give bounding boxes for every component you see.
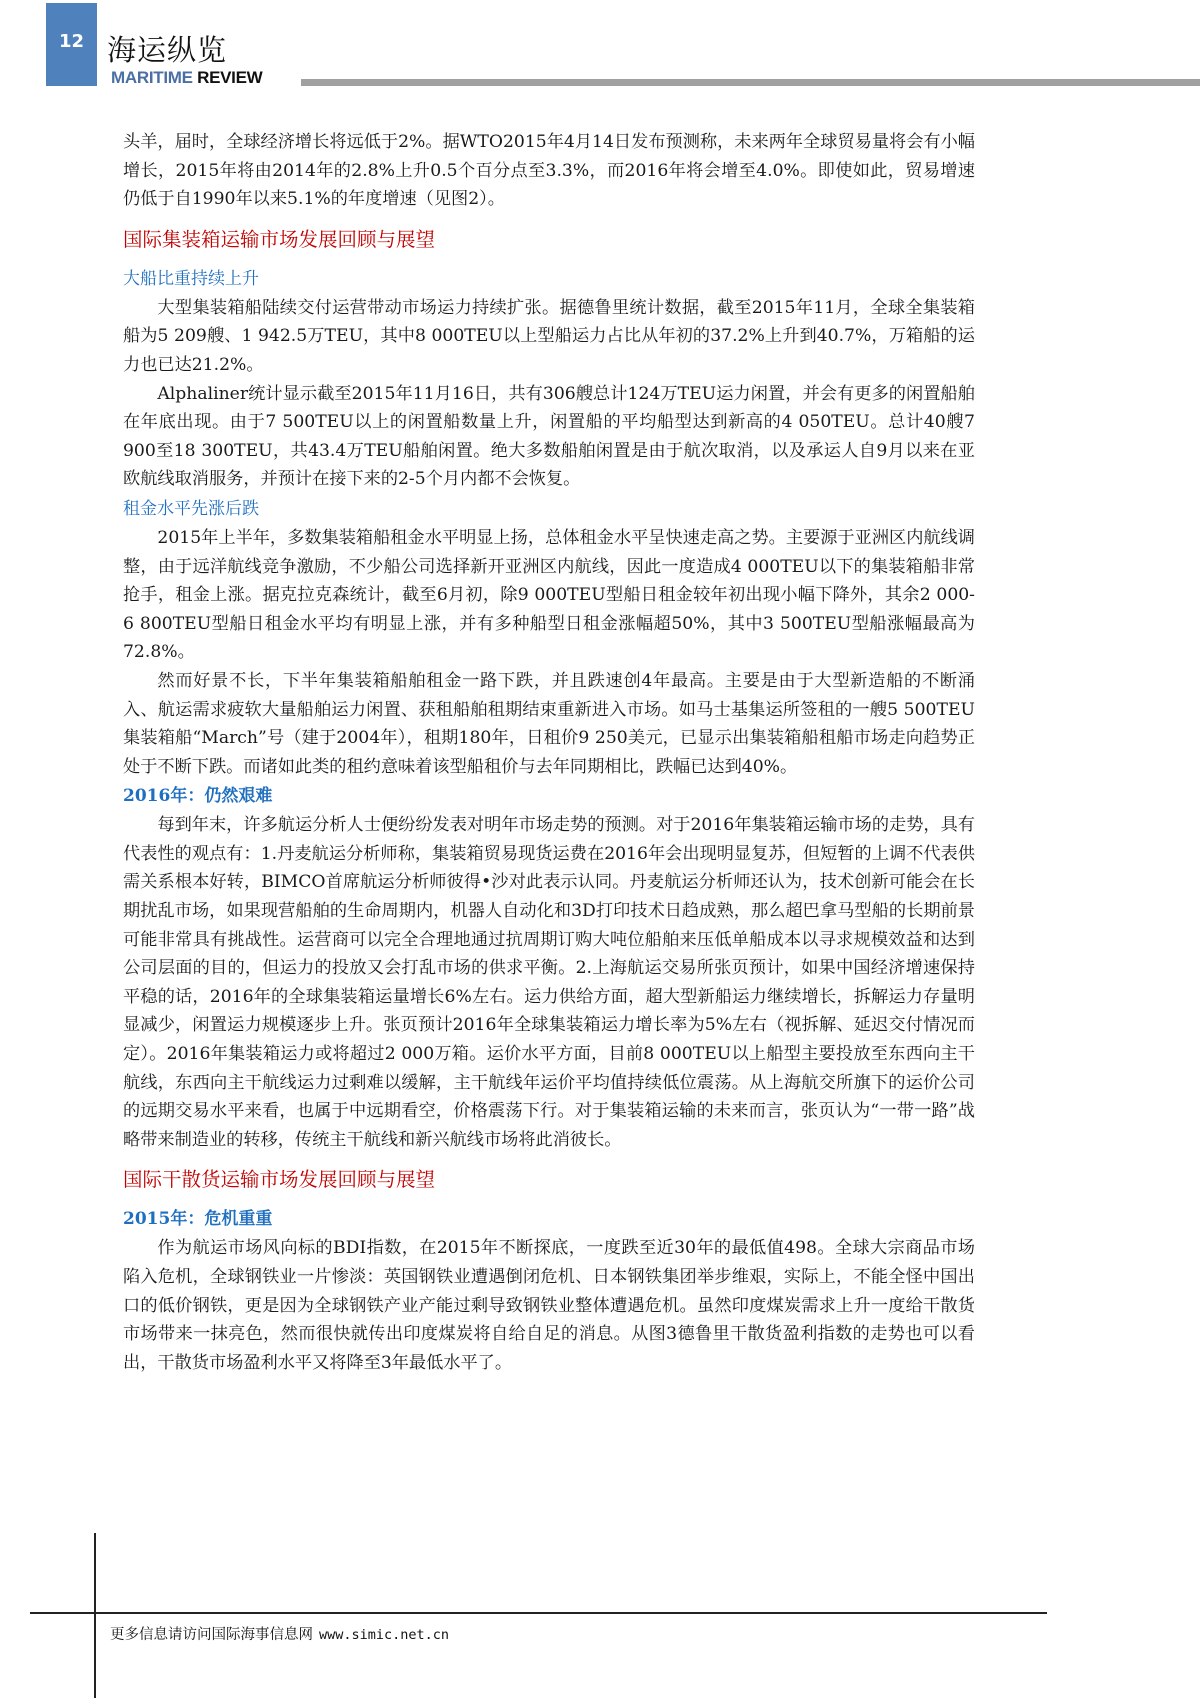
footer-text: 更多信息请访问国际海事信息网 bbox=[110, 1627, 313, 1643]
paragraph: 大型集装箱船陆续交付运营带动市场运力持续扩张。据德鲁里统计数据，截至2015年11月，全球全集装箱船为5 209艘、1 942.5万TEU，其中8 000TEU以上型船运力占比从年初的37.2%上升到40.7%，万箱船的运力也已达21.2%。 bbox=[123, 297, 975, 375]
paragraph: 2015年上半年，多数集装箱船租金水平明显上扬，总体租金水平呈快速走高之势。主要源于亚洲区内航线调整，由于远洋航线竞争激励，不少船公司选择新开亚洲区内航线，因此一度造成4 000TEU以下的集装箱船非常抢手，租金上涨。据克拉克森统计，截至6月初，除9 000TEU型船日租金较年初出现小幅下降外，其余2 000-6 800TEU型船日租金水平均有明显上涨，并有多种船型日租金涨幅超50%，其中3 500TEU型船涨幅最高为72.8%。 bbox=[123, 527, 975, 663]
section-title: 国际集装箱运输市场发展回顾与展望 bbox=[123, 227, 436, 251]
magazine-title-en-part1: MARITIME bbox=[111, 68, 193, 87]
subsection-title: 大船比重持续上升 bbox=[123, 268, 259, 289]
subsection-title: 2015年：危机重重 bbox=[123, 1209, 273, 1230]
paragraph: 头羊，届时，全球经济增长将远低于2%。据WTO2015年4月14日发布预测称，未来两年全球贸易量将会有小幅增长，2015年将由2014年的2.8%上升0.5个百分点至3.3%，而2016年将会增至4.0%。即使如此，贸易增速仍低于自1990年以来5.1%的年度增速（见图2）。 bbox=[123, 132, 975, 210]
paragraph: 每到年末，许多航运分析人士便纷纷发表对明年市场走势的预测。对于2016年集装箱运输市场的走势，具有代表性的观点有：1.丹麦航运分析师称，集装箱贸易现货运费在2016年会出现明显复苏，但短暂的上调不代表供需关系根本好转，BIMCO首席航运分析师彼得•沙对此表示认同。丹麦航运分析师还认为，技术创新可能会在长期扰乱市场，如果现营船舶的生命周期内，机器人自动化和3D打印技术日趋成熟，那么超巴拿马型船的长期前景可能非常具有挑战性。运营商可以完全合理地通过抗周期订购大吨位船舶来压低单船成本以寻求规模效益和达到公司层面的目的，但运力的投放又会打乱市场的供求平衡。2.上海航运交易所张页预计，如果中国经济增速保持平稳的话，2016年的全球集装箱运量增长6%左右。运力供给方面，超大型新船运力继续增长，拆解运力存量明显减少，闲置运力规模逐步上升。张页预计2016年全球集装箱运力增长率为5%左右（视拆解、延迟交付情况而定）。2016年集装箱运力或将超过2 000万箱。运价水平方面，目前8 000TEU以上船型主要投放至东西向主干航线，东西向主干航线运力过剩难以缓解，主干航线年运价平均值持续低位震荡。从上海航交所旗下的运价公司的远期交易水平来看，也属于中远期看空，价格震荡下行。对于集装箱运输的未来而言，张页认为“一带一路”战略带来制造业的转移，传统主干航线和新兴航线市场将此消彼长。 bbox=[123, 815, 975, 1150]
paragraph: Alphaliner统计显示截至2015年11月16日，共有306艘总计124万TEU运力闲置，并会有更多的闲置船舶在年底出现。由于7 500TEU以上的闲置船数量上升，闲置船的平均船型达到新高的4 050TEU。总计40艘7 900至18 300TEU，共43.4万TEU船舶闲置。绝大多数船舶闲置是由于航次取消，以及承运人自9月以来在亚欧航线取消服务，并预计在接下来的2-5个月内都不会恢复。 bbox=[123, 383, 975, 490]
header-rule bbox=[301, 79, 1200, 86]
footer-vertical-rule bbox=[94, 1533, 96, 1698]
section-title: 国际干散货运输市场发展回顾与展望 bbox=[123, 1168, 436, 1192]
page-number: 12 bbox=[58, 31, 85, 52]
magazine-title-cn: 海运纵览 bbox=[107, 33, 228, 67]
paragraph: 作为航运市场风向标的BDI指数，在2015年不断探底，一度跌至近30年的最低值498。全球大宗商品市场陷入危机，全球钢铁业一片惨淡：英国钢铁业遭遇倒闭危机、日本钢铁集团举步维艰，实际上，不能全怪中国出口的低价钢铁，更是因为全球钢铁产业产能过剩导致钢铁业整体遭遇危机。虽然印度煤炭需求上升一度给干散货市场带来一抹亮色，然而很快就传出印度煤炭将自给自足的消息。从图3德鲁里干散货盈利指数的走势也可以看出，干散货市场盈利水平又将降至3年最低水平了。 bbox=[123, 1238, 975, 1373]
subsection-title: 租金水平先涨后跌 bbox=[123, 498, 259, 519]
paragraph: 然而好景不长，下半年集装箱船舶租金一路下跌，并且跌速创4年最高。主要是由于大型新造船的不断涌入、航运需求疲软大量船舶运力闲置、获租船舶租期结束重新进入市场。如马士基集运所签租的一艘5 500TEU集装箱船“March”号（建于2004年），租期180年，日租价9 250美元，已显示出集装箱船租船市场走向趋势正处于不断下跌。而诸如此类的租约意味着该型船租价与去年同期相比，跌幅已达到40%。 bbox=[123, 670, 975, 777]
footer-url-link[interactable]: www.simic.net.cn bbox=[319, 1627, 450, 1643]
footer-rule bbox=[30, 1612, 1047, 1614]
article-body bbox=[123, 128, 975, 1377]
magazine-title-en bbox=[111, 68, 262, 88]
subsection-title: 2016年：仍然艰难 bbox=[123, 786, 273, 807]
footer bbox=[110, 1623, 449, 1644]
magazine-title-en-part2: REVIEW bbox=[197, 68, 263, 87]
page-number-badge bbox=[46, 3, 97, 86]
